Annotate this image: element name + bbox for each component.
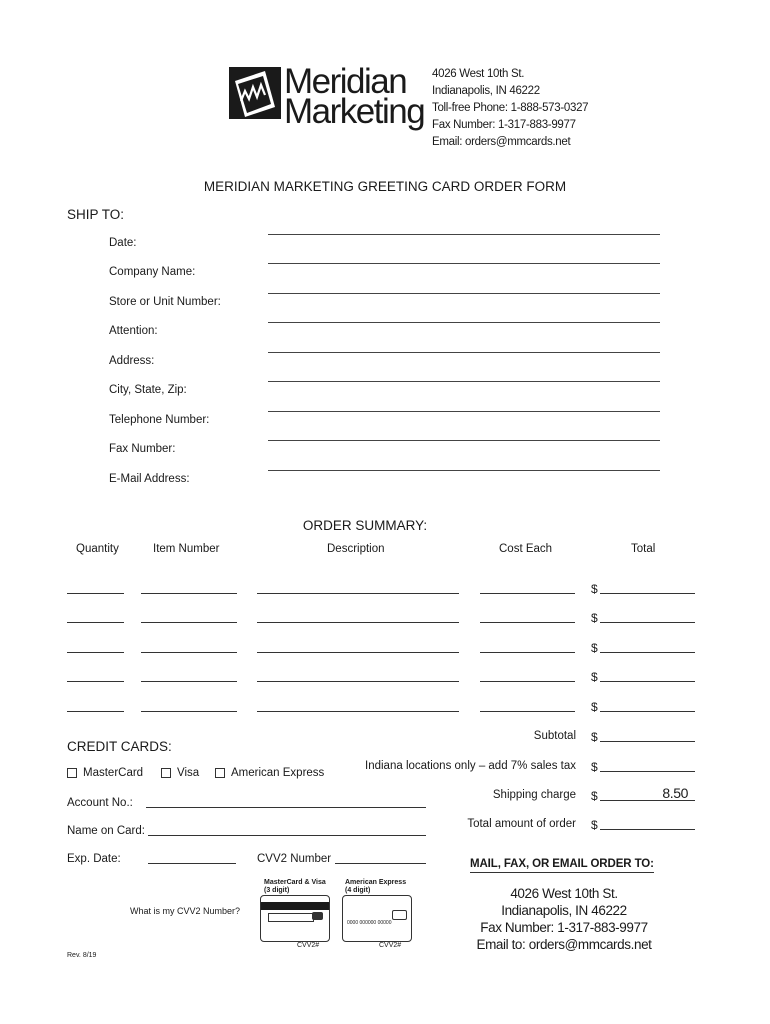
order-row-4-description-field[interactable] <box>257 681 459 682</box>
exp-date-field[interactable] <box>148 863 236 864</box>
card1-cvv-label: CVV2# <box>297 942 320 949</box>
address-phone: Toll-free Phone: 1-888-573-0327 <box>432 102 589 114</box>
mail-fax: Fax Number: 1-317-883-9977 <box>480 920 648 935</box>
cvv-help-text: What is my CVV2 Number? <box>130 906 241 916</box>
order-row-1-quantity-field[interactable] <box>67 593 124 594</box>
total-currency: $ <box>591 818 598 832</box>
option-mastercard[interactable] <box>67 767 143 779</box>
ship-label-email: E-Mail Address: <box>109 473 190 485</box>
cvv-field[interactable] <box>335 863 426 864</box>
order-row-2-quantity-field[interactable] <box>67 622 124 623</box>
order-row-2-currency: $ <box>591 611 598 625</box>
option-visa[interactable] <box>161 767 199 779</box>
ship-field-company[interactable] <box>268 263 660 264</box>
exp-date-label: Exp. Date: <box>67 853 121 865</box>
form-title: MERIDIAN MARKETING GREETING CARD ORDER FORM <box>203 179 567 194</box>
order-row-5-item-number-field[interactable] <box>141 711 237 712</box>
mastercard-checkbox[interactable] <box>67 768 77 778</box>
order-row-5-quantity-field[interactable] <box>67 711 124 712</box>
name-on-card-field[interactable] <box>148 835 426 836</box>
visa-checkbox[interactable] <box>161 768 171 778</box>
order-row-1-description-field[interactable] <box>257 593 459 594</box>
account-field[interactable] <box>146 807 426 808</box>
ship-label-store: Store or Unit Number: <box>109 296 221 308</box>
tax-currency: $ <box>591 760 598 774</box>
order-row-4-item-number-field[interactable] <box>141 681 237 682</box>
tax-field[interactable] <box>600 771 695 772</box>
column-header-quantity: Quantity <box>76 543 119 555</box>
order-row-4-cost-each-field[interactable] <box>480 681 575 682</box>
card1-title: MasterCard & Visa (3 digit) <box>264 879 326 894</box>
card2-cvv-label: CVV2# <box>379 942 402 949</box>
address-city: Indianapolis, IN 46222 <box>432 85 540 97</box>
address-email: Email: orders@mmcards.net <box>432 136 571 148</box>
subtotal-label: Subtotal <box>533 730 576 742</box>
mail-order-heading: MAIL, FAX, OR EMAIL ORDER TO: <box>470 858 654 873</box>
total-label: Total amount of order <box>467 818 576 830</box>
mail-street: 4026 West 10th St. <box>510 886 618 901</box>
shipping-label: Shipping charge <box>492 789 576 801</box>
order-row-4-currency: $ <box>591 670 598 684</box>
visa-label: Visa <box>177 767 200 779</box>
option-american-express[interactable] <box>215 767 324 779</box>
amex-label: American Express <box>231 767 325 779</box>
order-row-2-item-number-field[interactable] <box>141 622 237 623</box>
order-row-3-quantity-field[interactable] <box>67 652 124 653</box>
ship-to-heading: SHIP TO: <box>67 207 125 222</box>
ship-label-attention: Attention: <box>109 325 158 337</box>
logo-text-marketing: Marketing <box>284 92 425 131</box>
tax-label: Indiana locations only – add 7% sales tax <box>365 760 576 772</box>
ship-field-store[interactable] <box>268 293 660 294</box>
order-row-4-total-field[interactable] <box>600 681 695 682</box>
order-row-5-description-field[interactable] <box>257 711 459 712</box>
company-address <box>432 66 588 151</box>
column-header-cost-each: Cost Each <box>499 543 553 555</box>
order-row-3-currency: $ <box>591 641 598 655</box>
ship-field-fax[interactable] <box>268 440 660 441</box>
account-label: Account No.: <box>67 797 133 809</box>
column-header-item-number: Item Number <box>153 543 220 555</box>
card2-digits: 0000 000000 00000 <box>347 920 392 926</box>
order-row-2-cost-each-field[interactable] <box>480 622 575 623</box>
mail-email: Email to: orders@mmcards.net <box>476 937 652 952</box>
name-on-card-label: Name on Card: <box>67 825 145 837</box>
subtotal-currency: $ <box>591 730 598 744</box>
order-row-3-cost-each-field[interactable] <box>480 652 575 653</box>
order-row-1-currency: $ <box>591 582 598 596</box>
meridian-logo-icon <box>229 67 281 119</box>
cvv-label: CVV2 Number <box>257 853 332 865</box>
ship-field-address[interactable] <box>268 352 660 353</box>
order-row-3-total-field[interactable] <box>600 652 695 653</box>
ship-label-company: Company Name: <box>109 266 196 278</box>
ship-label-telephone: Telephone Number: <box>109 414 210 426</box>
order-row-5-total-field[interactable] <box>600 711 695 712</box>
shipping-value: 8.50 <box>662 785 688 801</box>
logo-text-meridian: Meridian <box>284 62 407 101</box>
order-row-1-item-number-field[interactable] <box>141 593 237 594</box>
ship-label-date: Date: <box>109 237 137 249</box>
column-header-total: Total <box>631 543 656 555</box>
ship-field-telephone[interactable] <box>268 411 660 412</box>
column-header-description: Description <box>327 543 385 555</box>
order-row-5-currency: $ <box>591 700 598 714</box>
ship-field-city[interactable] <box>268 381 660 382</box>
shipping-currency: $ <box>591 789 598 803</box>
order-row-1-cost-each-field[interactable] <box>480 593 575 594</box>
mail-order-address <box>470 885 658 953</box>
order-summary-heading: ORDER SUMMARY: <box>302 518 428 533</box>
ship-field-email[interactable] <box>268 470 660 471</box>
card-front-american-express-icon <box>342 895 412 942</box>
ship-field-date[interactable] <box>268 234 660 235</box>
card-back-mastercard-visa-icon <box>260 895 330 942</box>
card2-title: American Express (4 digit) <box>345 879 407 894</box>
order-row-3-item-number-field[interactable] <box>141 652 237 653</box>
ship-label-address: Address: <box>109 355 155 367</box>
credit-cards-heading: CREDIT CARDS: <box>67 739 172 754</box>
order-row-3-description-field[interactable] <box>257 652 459 653</box>
total-field[interactable] <box>600 829 695 830</box>
order-row-5-cost-each-field[interactable] <box>480 711 575 712</box>
order-row-1-total-field[interactable] <box>600 593 695 594</box>
address-street: 4026 West 10th St. <box>432 68 525 80</box>
order-row-2-total-field[interactable] <box>600 622 695 623</box>
ship-field-attention[interactable] <box>268 322 660 323</box>
order-row-4-quantity-field[interactable] <box>67 681 124 682</box>
mail-city: Indianapolis, IN 46222 <box>501 903 627 918</box>
ship-label-city: City, State, Zip: <box>109 384 187 396</box>
ship-label-fax: Fax Number: <box>109 443 176 455</box>
revision-note: Rev. 8/19 <box>67 952 97 959</box>
amex-checkbox[interactable] <box>215 768 225 778</box>
subtotal-field[interactable] <box>600 741 695 742</box>
address-fax: Fax Number: 1-317-883-9977 <box>432 119 576 131</box>
order-row-2-description-field[interactable] <box>257 622 459 623</box>
mastercard-label: MasterCard <box>83 767 144 779</box>
